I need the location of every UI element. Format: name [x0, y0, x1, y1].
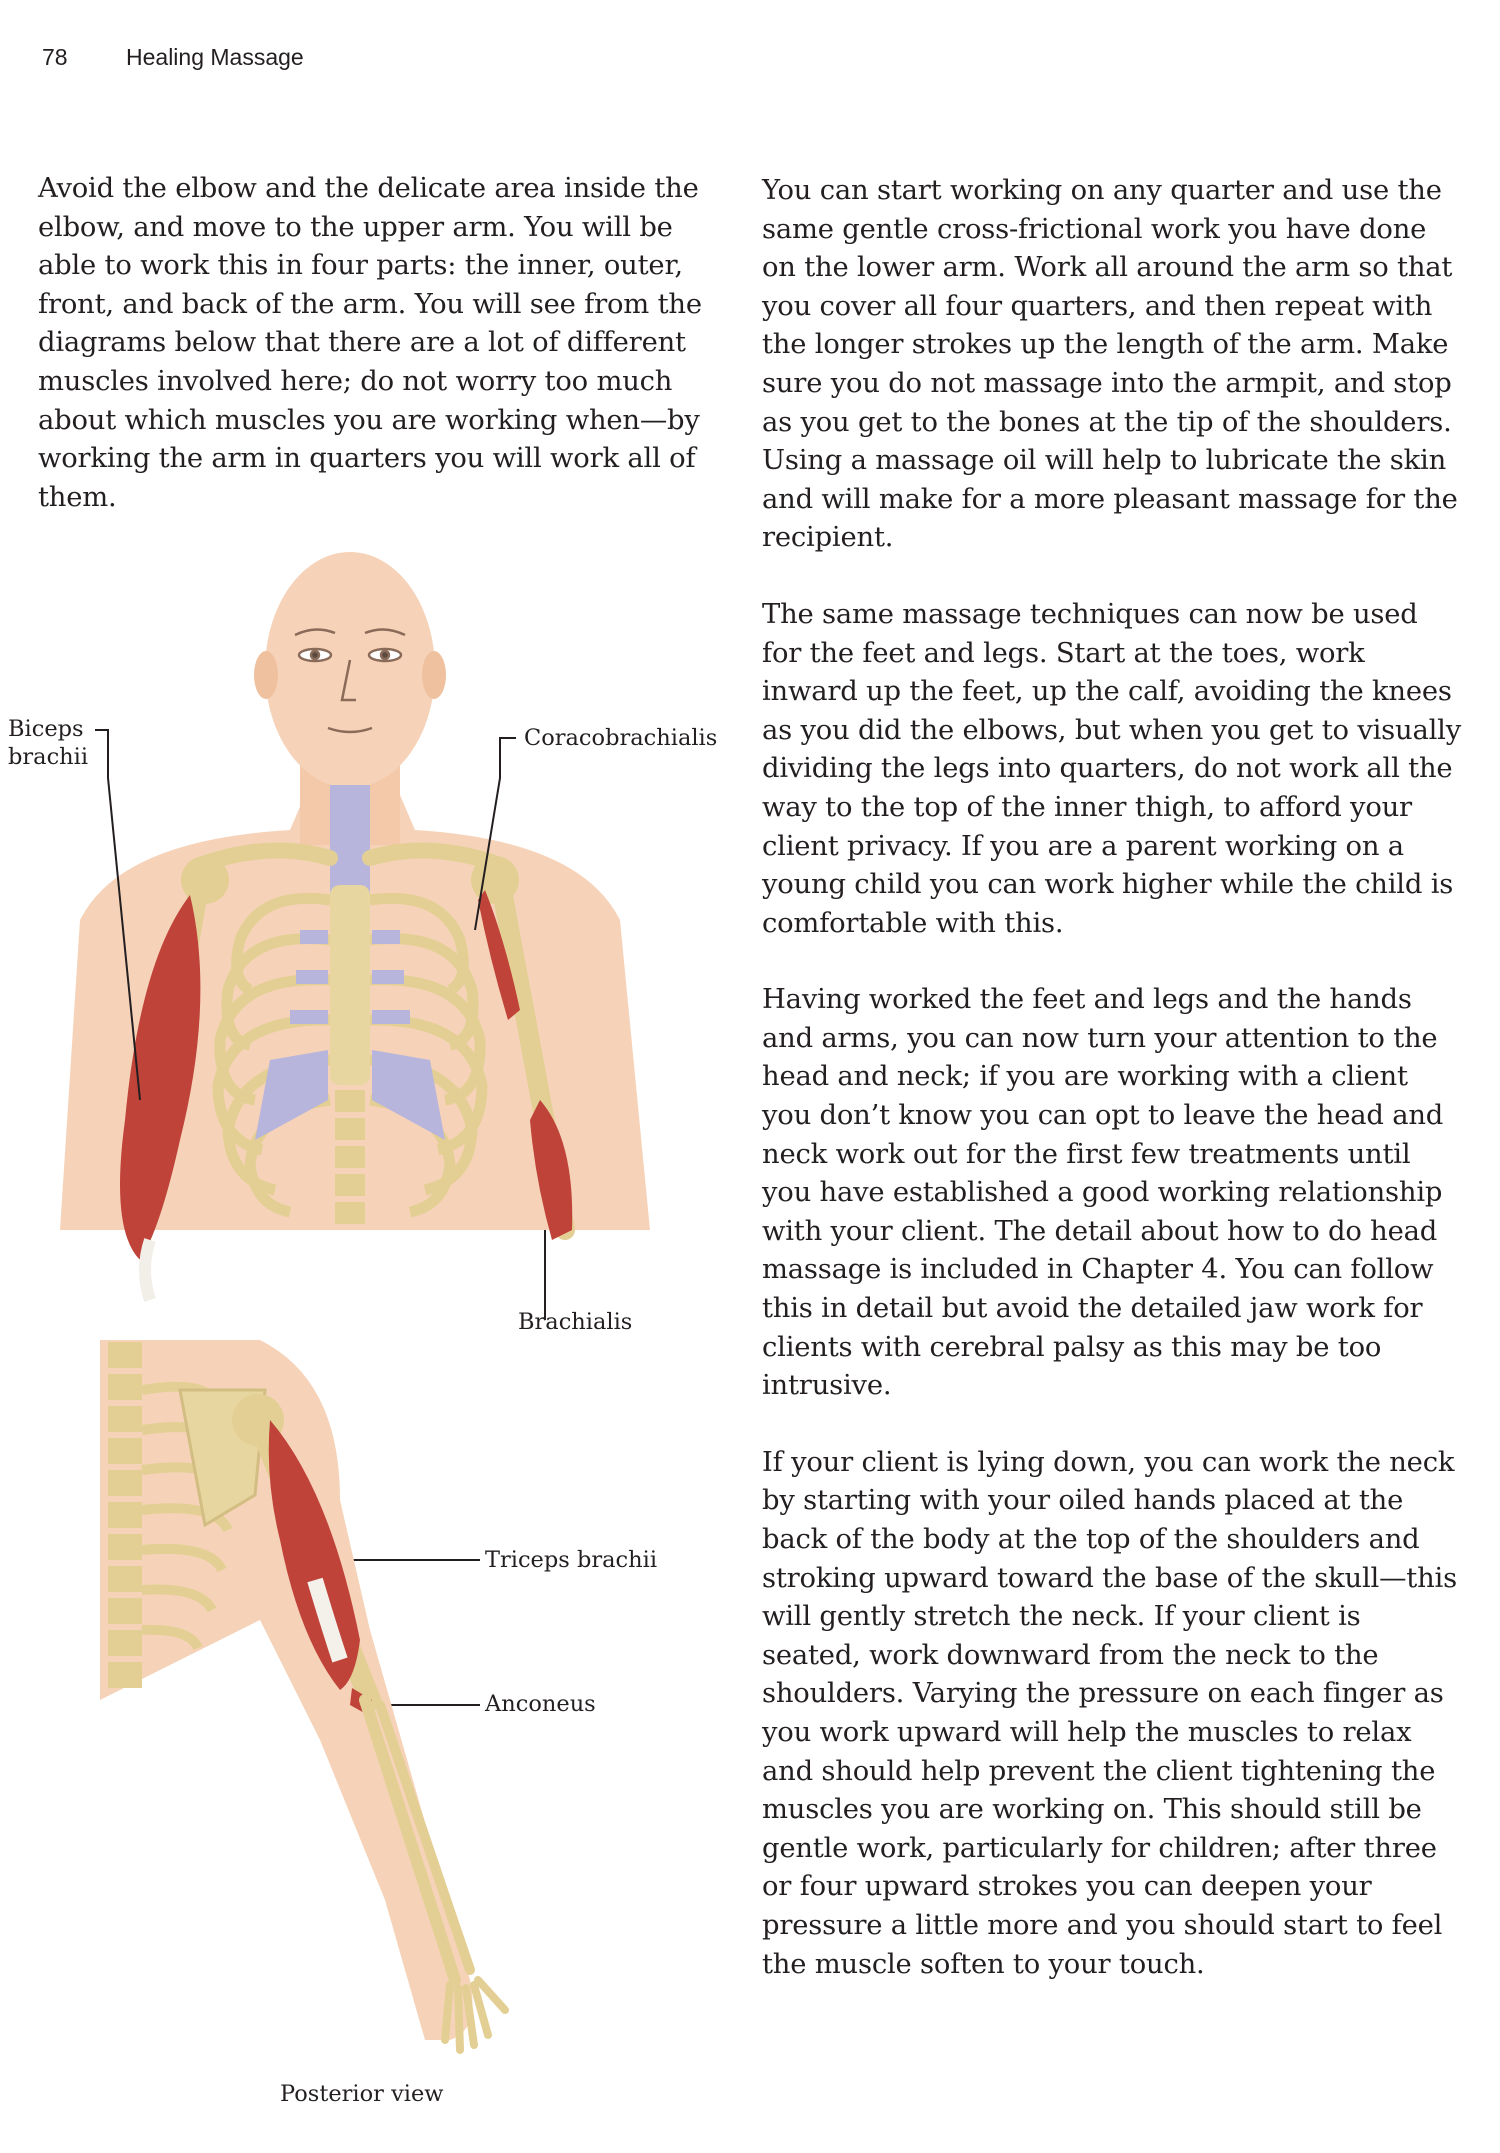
sternum	[330, 885, 370, 1085]
thoracic-spine	[335, 1090, 365, 1224]
cervical-spine	[330, 785, 370, 895]
paragraph: The same massage techniques can now be used for the feet and legs. Start at the toes, work inward up the feet, up the calf, avoiding the knees as you did the elbows, but when you get to visually dividing the legs into quarters, do not work all the way to the top of the inner thigh, to afford your client privacy. If you are a parent working on a young child you can work higher while the child is comfortable with this.	[762, 598, 1461, 939]
label-triceps-brachii: Triceps brachii	[485, 1547, 658, 1573]
right-column-text	[762, 172, 1462, 2022]
label-coracobrachialis: Coracobrachialis	[524, 725, 718, 751]
running-title: Healing Massage	[126, 44, 304, 70]
page-number: 78	[42, 44, 68, 70]
label-brachialis: Brachialis	[518, 1309, 633, 1335]
paragraph: You can start working on any quarter and use the same gentle cross-frictional work you have done on the lower arm. Work all around the arm so that you cover all four quarters, and then repeat with the longer strokes up the length of the arm. Make sure you do not massage into the armpit, and stop as you get to the bones at the tip of the shoulders. Using a massage oil will help to lubricate the skin and will make for a more pleasant massage for the recipient.	[762, 175, 1458, 554]
label-posterior-view: Posterior view	[280, 2081, 444, 2107]
paragraph: Having worked the feet and legs and the hands and arms, you can now turn your attention to the head and neck; if you are working with a client you don’t know you can opt to leave the head and neck work out for the first few treatments until you have established a good working relationship with your client. The detail about how to do head massage is included in Chapter 4. You can follow this in detail but avoid the detailed jaw work for clients with cerebral palsy as this may be too intrusive.	[762, 984, 1444, 1402]
paragraph: Avoid the elbow and the delicate area inside the elbow, and move to the upper arm. You will be able to work this in four parts: the inner, outer, front, and back of the arm. You will see from the diagrams below that there are a lot of different muscles involved here; do not worry too much about which muscles you are working when—by working the arm in quarters you will work all of them.	[38, 173, 702, 513]
posterior-view	[100, 1340, 505, 2050]
label-anconeus: Anconeus	[485, 1691, 596, 1717]
posterior-spine	[108, 1342, 142, 1688]
page-header	[42, 44, 304, 71]
head	[265, 552, 435, 788]
label-biceps-brachii: Biceps brachii	[8, 716, 89, 770]
paragraph: If your client is lying down, you can work the neck by starting with your oiled hands placed at the back of the body at the top of the shoulders and stroking upward toward the base of the skull—this will gently stretch the neck. If your client is seated, work downward from the neck to the shoulders. Varying the pressure on each finger as you work upward will help the muscles to relax and should help prevent the client tightening the muscles you are working on. This should still be gentle work, particularly for children; after three or four upward strokes you can deepen your pressure a little more and you should start to feel the muscle soften to your touch.	[762, 1446, 1457, 1980]
left-column-text	[38, 170, 728, 555]
anatomy-figure	[0, 540, 740, 2120]
